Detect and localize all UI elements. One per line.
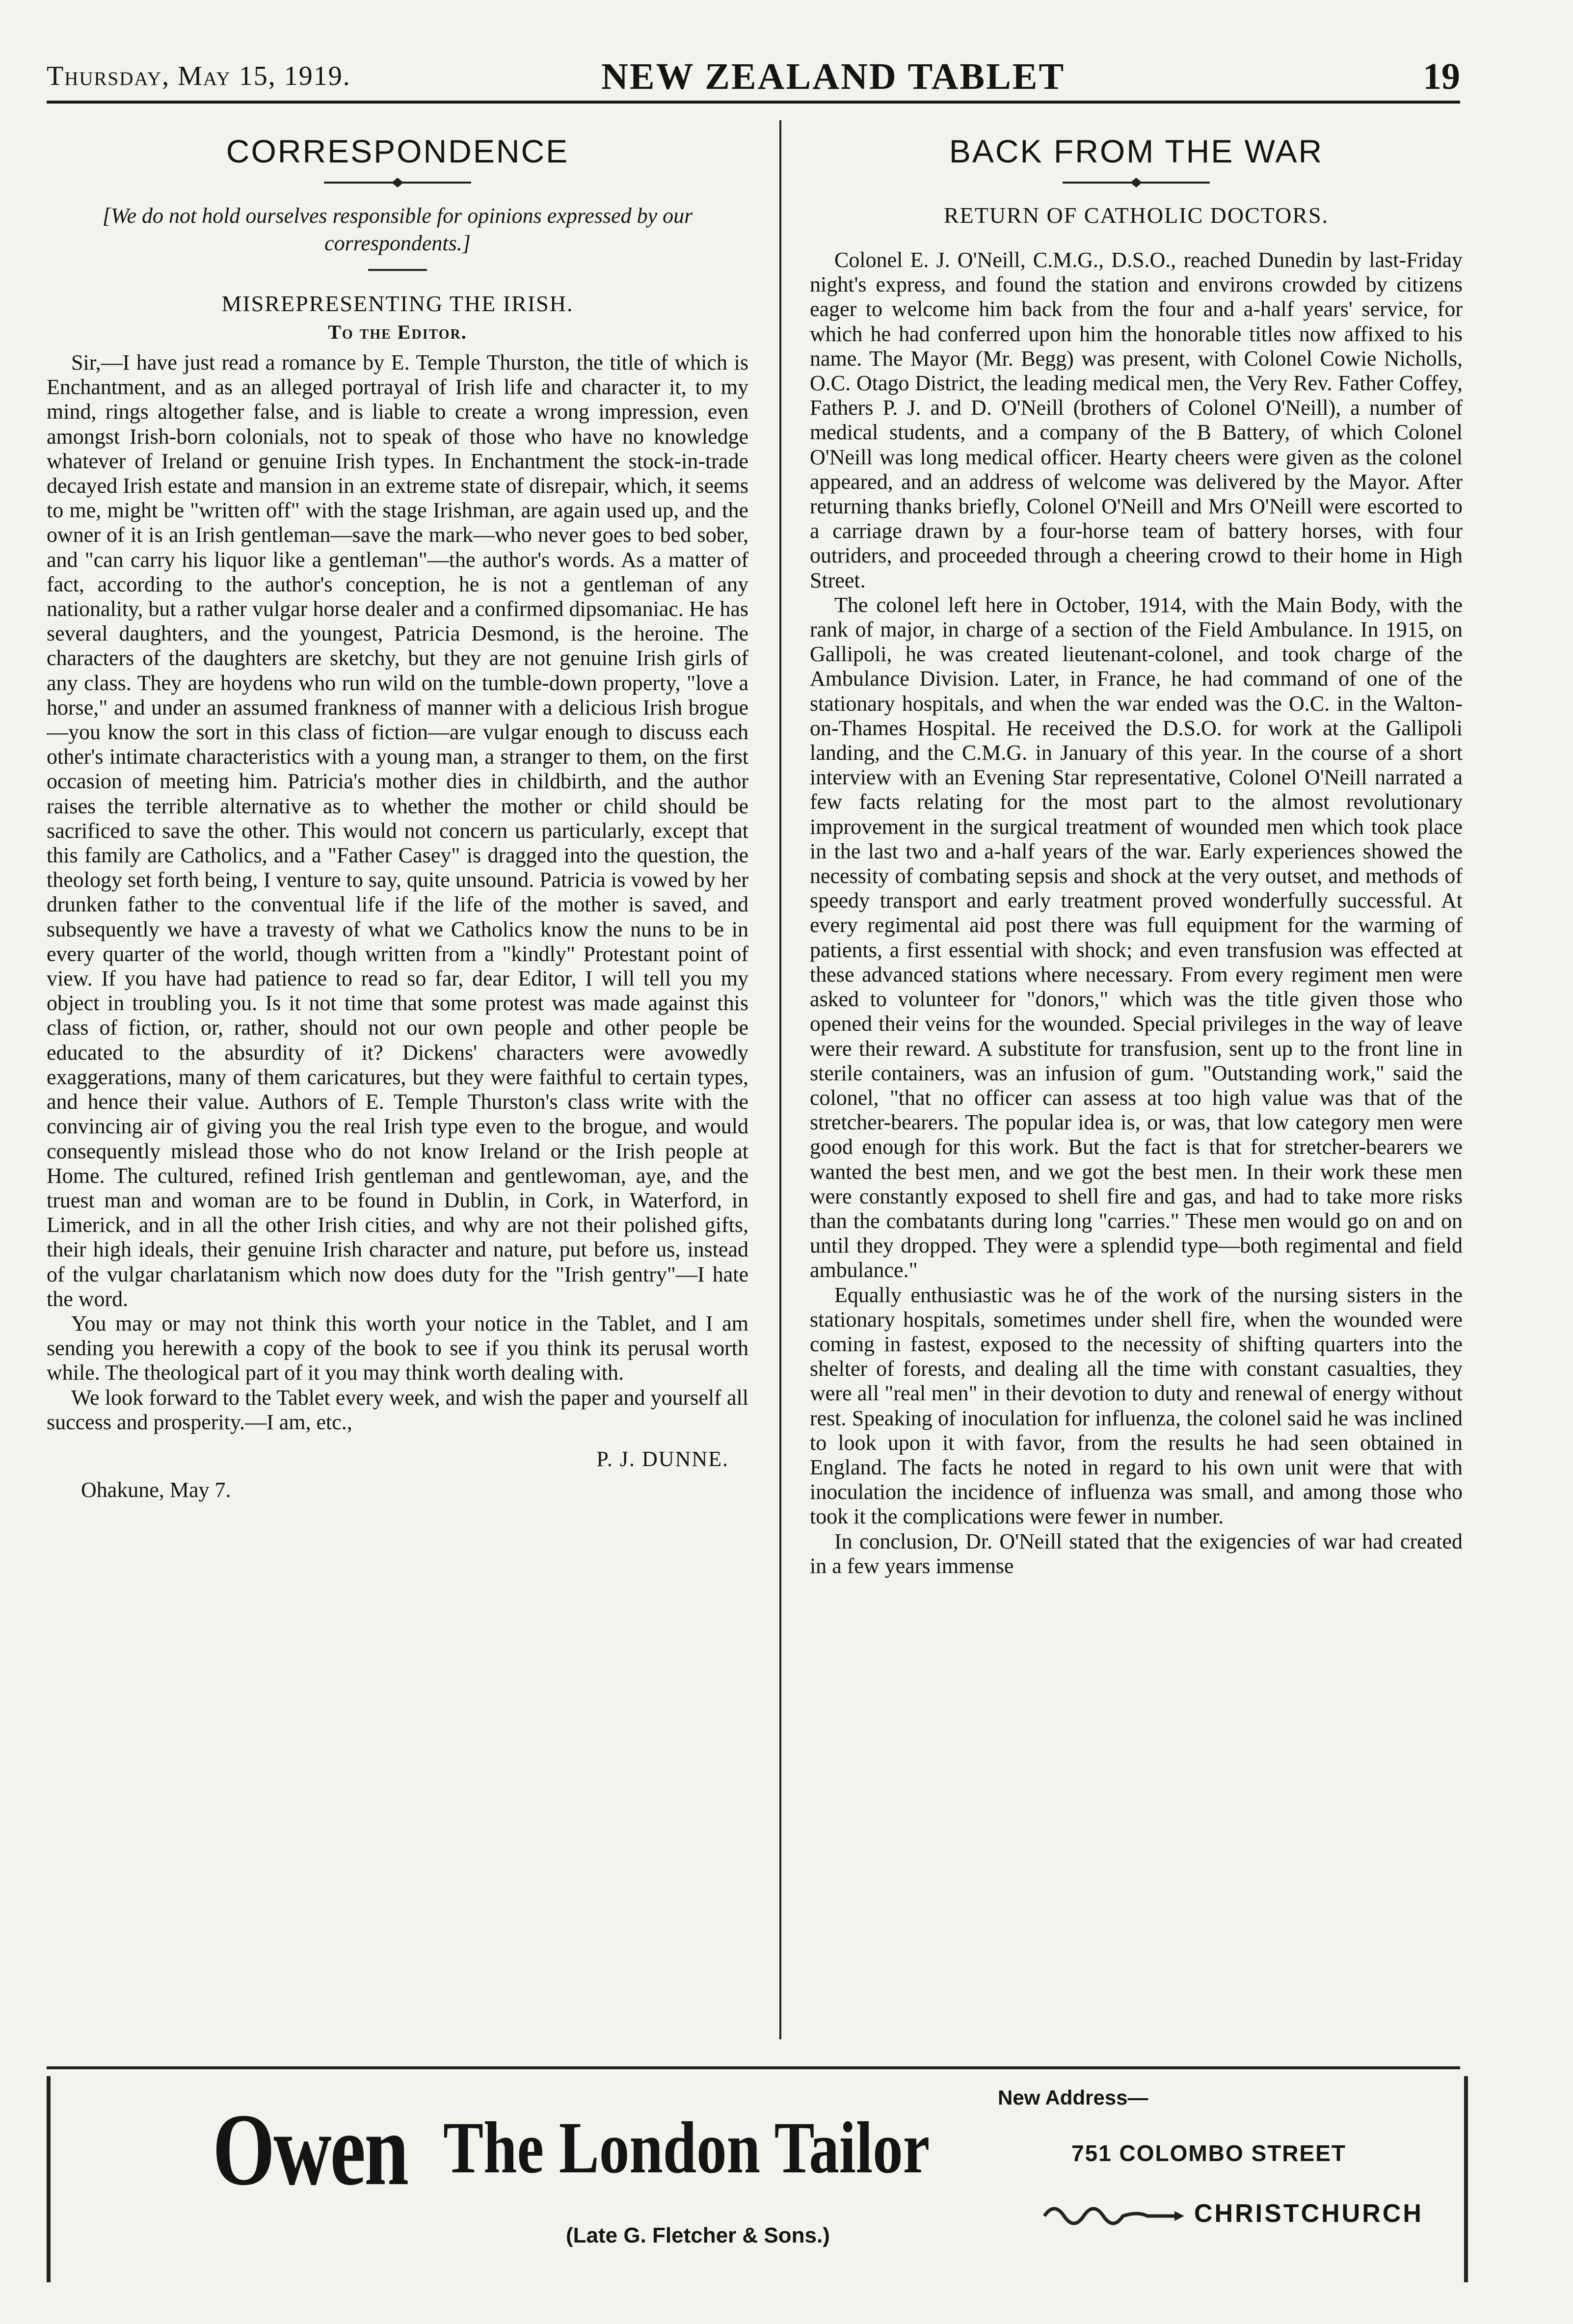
editor-disclaimer: [We do not hold ourselves responsible for opinions expressed by our correspondents.]	[102, 204, 693, 255]
war-article-column	[810, 118, 1463, 2047]
ad-late-firm: (Late G. Fletcher & Sons.)	[566, 2223, 830, 2247]
ad-new-address-label: New Address—	[998, 2086, 1148, 2109]
page-number: 19	[1423, 56, 1460, 97]
tailor-advertisement	[47, 2076, 1468, 2282]
letter-dateline: Ohakune, May 7.	[81, 1477, 231, 1502]
pointing-flourish-icon	[1042, 2196, 1184, 2231]
letter-salutation-heading: To the Editor.	[328, 321, 467, 343]
section-title-back-from-war: BACK FROM THE WAR	[949, 133, 1324, 169]
issue-date: Thursday, May 15, 1919.	[47, 61, 351, 91]
ad-tagline: The London Tailor	[443, 2107, 930, 2189]
newspaper-title: NEW ZEALAND TABLET	[601, 56, 1066, 97]
advertisement-rule	[47, 2066, 1460, 2069]
ad-city: CHRISTCHURCH	[1194, 2199, 1423, 2228]
letter-paragraph: You may or may not think this worth your notice in the Tablet, and I am sending you herewith a copy of the book to see if you think its perusal worth while. The theological part of it you may think worth dealing with.	[47, 1311, 748, 1385]
letter-signature: P. J. DUNNE.	[596, 1446, 729, 1471]
column-rule	[779, 120, 781, 2039]
article-paragraph: Colonel E. J. O'Neill, C.M.G., D.S.O., reached Dunedin by last-Friday night's express, and found the station and environs crowded by citizens eager to welcome him back from the four and a-half years' service, for which he had conferred upon him the honorable titles now affixed to his name. The Mayor (Mr. Begg) was present, with Colonel Cowie Nicholls, O.C. Otago District, the leading medical men, the Very Rev. Father Coffey, Fathers P. J. and D. O'Neill (brothers of Colonel O'Neill), a number of medical students, and a company of the B Battery, of which Colonel O'Neill was long medical officer. Hearty cheers were given as the colonel appeared, and an address of welcome was delivered by the Mayor. After returning thanks briefly, Colonel O'Neill and Mrs O'Neill were escorted to a carriage drawn by a four-horse team of battery horses, with four outriders, and proceeded through a cheering crowd to their home in High Street.	[810, 248, 1463, 592]
article-paragraph: In conclusion, Dr. O'Neill stated that the exigencies of war had created in a few years immense	[810, 1529, 1463, 1578]
ornament-divider-icon	[314, 177, 481, 188]
ad-owen-name: Owen	[213, 2093, 408, 2207]
short-divider	[368, 269, 427, 271]
ad-street: 751 COLOMBO STREET	[1071, 2140, 1346, 2166]
article-subtitle: RETURN OF CATHOLIC DOCTORS.	[943, 203, 1329, 228]
section-title-correspondence: CORRESPONDENCE	[226, 133, 569, 169]
correspondence-column	[47, 118, 748, 2047]
article-paragraph: Equally enthusiastic was he of the work of the nursing sisters in the stationary hospitals, sometimes under shell fire, when the wounded were coming in fastest, exposed to the necessity of shifting quarters into the shelter of forests, and dealing all the time with constant casualties, they were all "real men" in their devotion to duty and renewal of energy without rest. Speaking of inoculation for influenza, the colonel said he was inclined to look upon it with favor, from the results he had seen obtained in England. The facts he noted in regard to his own unit were that with inoculation the incidence of influenza was small, and among those who took it the complications were fewer in number.	[810, 1282, 1463, 1529]
letter-paragraph: Sir,—I have just read a romance by E. Temple Thurston, the title of which is Enchantment, and as an alleged portrayal of Irish life and character it, to my mind, rings altogether false, and is liable to create a wrong impression, even amongst Irish-born colonials, not to speak of those who have no knowledge whatever of Ireland or genuine Irish types. In Enchantment the stock-in-trade decayed Irish estate and mansion in an extreme state of disrepair, which, it seems to me, might be "written off" with the stage Irishman, are again used up, and the owner of it is an Irish gentleman—save the mark—who never goes to bed sober, and "can carry his liquor like a gentleman"—the author's words. As a matter of fact, according to the author's conception, he is not a gentleman of any nationality, but a rather vulgar horse dealer and a confirmed dipsomaniac. He has several daughters, and the youngest, Patricia Desmond, is the heroine. The characters of the daughters are sketchy, but they are not genuine Irish girls of any class. They are hoydens who run wild on the tumble-down property, "love a horse," and under an assumed frankness of manner with a delicious Irish brogue—you know the sort in this class of fiction—are vulgar enough to discuss each other's intimate characteristics with a young man, a stranger to them, on the first occasion of meeting him. Patricia's mother dies in childbirth, and the author raises the terrible alternative as to whether the mother or child should be sacrificed to save the other. This would not concern us particularly, except that this family are Catholics, and a "Father Casey" is dragged into the question, the theology set forth being, I venture to say, quite unsound. Patricia is vowed by her drunken father to the conventual life if the life of the mother is saved, and subsequently we have a travesty of what we Catholics know the nuns to be in every quarter of the world, though written from a "kindly" Protestant point of view. If you have had patience to read so far, dear Editor, I will tell you my object in troubling you. Is it not time that some protest was made against this class of fiction, or, rather, should not our own people and other people be educated to the absurdity of it? Dickens' characters were avowedly exaggerations, many of them caricatures, but they were faithful to certain types, and hence their value. Authors of E. Temple Thurston's class write with the convincing air of giving you the real Irish type even to the brogue, and would consequently mislead those who do not know Ireland or the Irish people at Home. The cultured, refined Irish gentleman and gentlewoman, aye, and the truest man and woman are to be found in Dublin, in Cork, in Waterford, in Limerick, and in all the other Irish cities, and why are not their polished gifts, their high ideals, their genuine Irish character and nature, put before us, instead of the vulgar charlatanism which now does duty for the "Irish gentry"—I hate the word.	[47, 350, 748, 1311]
letter-title: MISREPRESENTING THE IRISH.	[221, 291, 574, 316]
ornament-divider-icon	[1053, 177, 1220, 188]
article-paragraph: The colonel left here in October, 1914, with the Main Body, with the rank of major, in charge of a section of the Field Ambulance. In 1915, on Gallipoli, he was created lieutenant-colonel, and took charge of the Ambulance Division. Later, in France, he had command of one of the stationary hospitals, and when the war ended was the O.C. in the Walton-on-Thames Hospital. He received the D.S.O. for work at the Gallipoli landing, and the C.M.G. in January of this year. In the course of a short interview with an Evening Star representative, Colonel O'Neill narrated a few facts relating for the most part to the almost revolutionary improvement in the surgical treatment of wounded men which took place in the last two and a-half years of the war. Early experiences showed the necessity of combating sepsis and shock at the very outset, and methods of speedy transport and early treatment proved wonderfully successful. At every regimental aid post there was full equipment for the warming of patients, a first essential with shock; and even transfusion was effected at these advanced stations where necessary. From every regiment men were asked to volunteer for "donors," which was the title given those who opened their veins for the wounded. Special privileges in the way of leave were their reward. A substitute for transfusion, sent up to the front line in sterile containers, was an infusion of gum. "Outstanding work," said the colonel, "that no officer can assess at too high value was that of the stretcher-bearers. The popular idea is, or was, that low category men were good enough for this work. But the fact is that for stretcher-bearers we wanted the best men, and we got the best men. In their work these men were constantly exposed to shell fire and gas, and had to take more risks than the combatants during long "carries." These men would go on and on until they dropped. They were a splendid type—both regimental and field ambulance."	[810, 592, 1463, 1282]
letter-paragraph: We look forward to the Tablet every week, and wish the paper and yourself all success and prosperity.—I am, etc.,	[47, 1385, 748, 1434]
masthead	[47, 47, 1460, 104]
